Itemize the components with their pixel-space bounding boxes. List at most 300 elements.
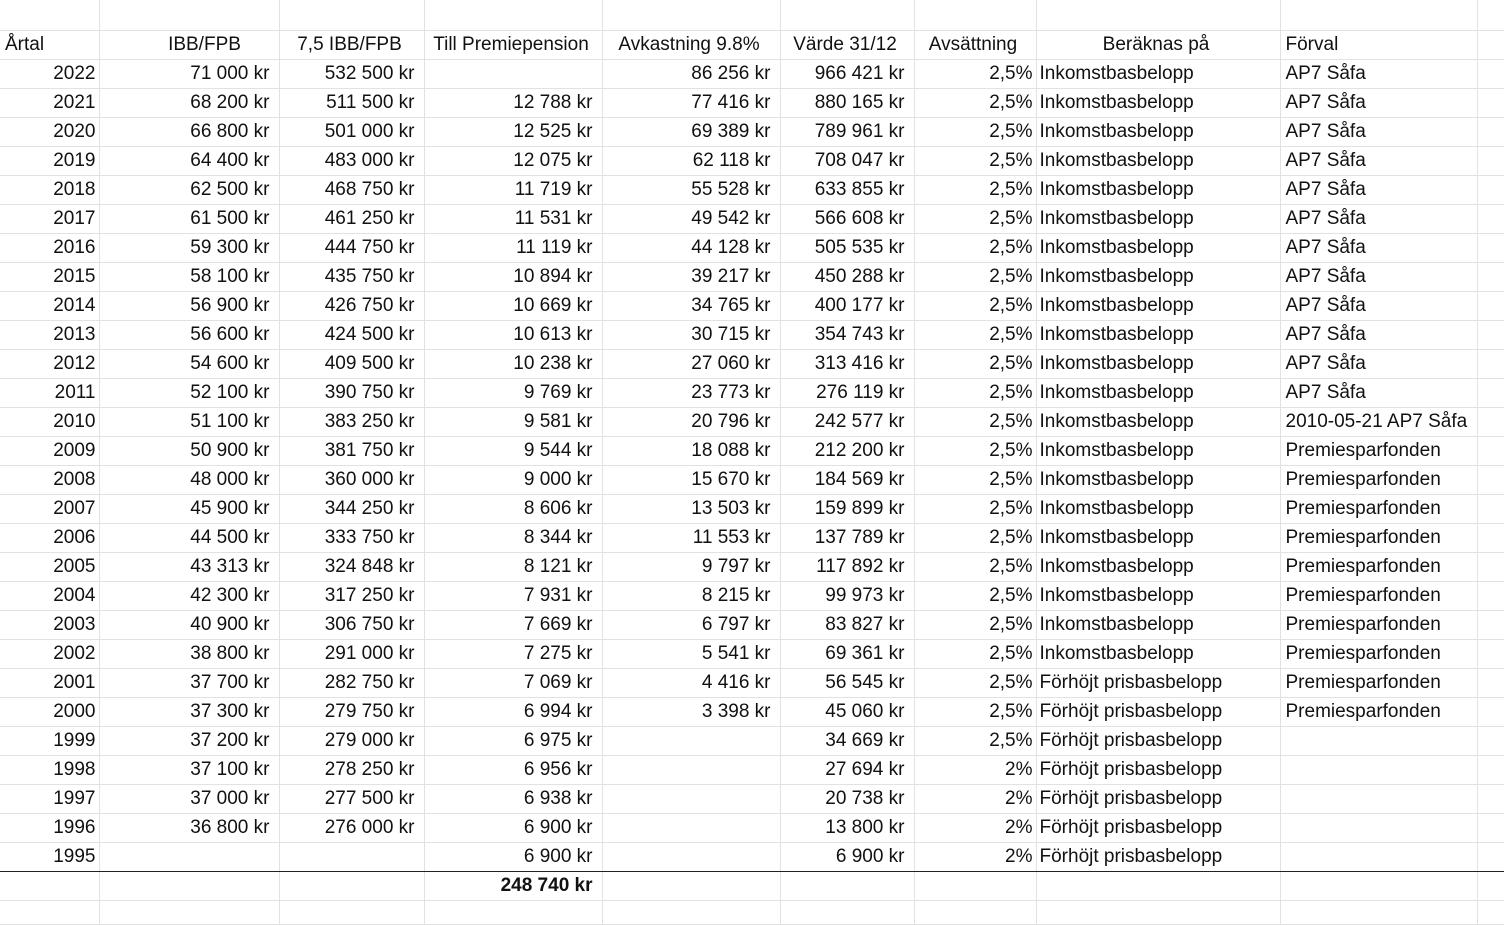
header-avkastning[interactable]: Avkastning 9.8%: [602, 30, 780, 59]
header-beraknas-pa[interactable]: Beräknas på: [1036, 30, 1280, 59]
cell-till-premiepension[interactable]: 6 994 kr: [424, 697, 602, 726]
cell-artal[interactable]: 2008: [0, 465, 99, 494]
cell-ibb[interactable]: 64 400 kr: [99, 146, 279, 175]
cell-avsattning[interactable]: 2,5%: [914, 291, 1036, 320]
cell-varde[interactable]: 450 288 kr: [780, 262, 914, 291]
cell[interactable]: [1036, 900, 1280, 924]
cell-avkastning[interactable]: [602, 842, 780, 871]
cell-avkastning[interactable]: 39 217 kr: [602, 262, 780, 291]
cell-artal[interactable]: 2002: [0, 639, 99, 668]
cell-forval[interactable]: Premiesparfonden: [1280, 668, 1477, 697]
cell[interactable]: [1477, 523, 1504, 552]
cell-ibb75[interactable]: 383 250 kr: [279, 407, 424, 436]
cell-avsattning[interactable]: 2,5%: [914, 88, 1036, 117]
cell-beraknas-pa[interactable]: Inkomstbasbelopp: [1036, 262, 1280, 291]
cell[interactable]: [279, 0, 424, 30]
cell-forval[interactable]: Premiesparfonden: [1280, 697, 1477, 726]
cell-till-premiepension[interactable]: 10 894 kr: [424, 262, 602, 291]
cell-varde[interactable]: 34 669 kr: [780, 726, 914, 755]
cell-ibb[interactable]: 37 000 kr: [99, 784, 279, 813]
cell-till-premiepension[interactable]: 6 956 kr: [424, 755, 602, 784]
cell[interactable]: [1477, 726, 1504, 755]
cell-ibb[interactable]: 59 300 kr: [99, 233, 279, 262]
cell-ibb75[interactable]: 424 500 kr: [279, 320, 424, 349]
cell-beraknas-pa[interactable]: Förhöjt prisbasbelopp: [1036, 726, 1280, 755]
cell-avsattning[interactable]: 2,5%: [914, 668, 1036, 697]
cell-avsattning[interactable]: 2,5%: [914, 581, 1036, 610]
cell-avkastning[interactable]: [602, 784, 780, 813]
cell[interactable]: [99, 0, 279, 30]
cell-avkastning[interactable]: 62 118 kr: [602, 146, 780, 175]
cell-varde[interactable]: 69 361 kr: [780, 639, 914, 668]
cell-ibb[interactable]: 61 500 kr: [99, 204, 279, 233]
cell-ibb75[interactable]: 511 500 kr: [279, 88, 424, 117]
cell-artal[interactable]: 2013: [0, 320, 99, 349]
cell-forval[interactable]: Premiesparfonden: [1280, 465, 1477, 494]
cell-forval[interactable]: [1280, 755, 1477, 784]
cell-beraknas-pa[interactable]: Inkomstbasbelopp: [1036, 117, 1280, 146]
cell[interactable]: [1477, 552, 1504, 581]
cell-beraknas-pa[interactable]: Inkomstbasbelopp: [1036, 146, 1280, 175]
cell-till-premiepension[interactable]: 10 238 kr: [424, 349, 602, 378]
cell-artal[interactable]: 1999: [0, 726, 99, 755]
cell-avsattning[interactable]: 2,5%: [914, 204, 1036, 233]
cell-artal[interactable]: 2007: [0, 494, 99, 523]
cell-avkastning[interactable]: 8 215 kr: [602, 581, 780, 610]
cell-beraknas-pa[interactable]: Inkomstbasbelopp: [1036, 291, 1280, 320]
cell-avsattning[interactable]: 2,5%: [914, 726, 1036, 755]
cell-avkastning[interactable]: 13 503 kr: [602, 494, 780, 523]
cell-avsattning[interactable]: 2%: [914, 813, 1036, 842]
cell-ibb75[interactable]: [279, 842, 424, 871]
cell-avsattning[interactable]: 2,5%: [914, 610, 1036, 639]
cell-till-premiepension[interactable]: [424, 59, 602, 88]
cell[interactable]: [1477, 494, 1504, 523]
cell-varde[interactable]: 20 738 kr: [780, 784, 914, 813]
cell-ibb[interactable]: 37 200 kr: [99, 726, 279, 755]
cell-beraknas-pa[interactable]: Inkomstbasbelopp: [1036, 494, 1280, 523]
cell[interactable]: [1477, 262, 1504, 291]
cell-avsattning[interactable]: 2,5%: [914, 59, 1036, 88]
cell[interactable]: [1477, 117, 1504, 146]
cell-avsattning[interactable]: 2,5%: [914, 378, 1036, 407]
cell-beraknas-pa[interactable]: Inkomstbasbelopp: [1036, 407, 1280, 436]
cell-beraknas-pa[interactable]: Förhöjt prisbasbelopp: [1036, 697, 1280, 726]
cell-ibb75[interactable]: 278 250 kr: [279, 755, 424, 784]
cell-forval[interactable]: AP7 Såfa: [1280, 233, 1477, 262]
cell-forval[interactable]: Premiesparfonden: [1280, 581, 1477, 610]
cell-till-premiepension[interactable]: 9 544 kr: [424, 436, 602, 465]
cell-forval[interactable]: [1280, 784, 1477, 813]
cell-varde[interactable]: 159 899 kr: [780, 494, 914, 523]
cell-varde[interactable]: 633 855 kr: [780, 175, 914, 204]
cell[interactable]: [914, 900, 1036, 924]
cell-varde[interactable]: 566 608 kr: [780, 204, 914, 233]
cell-artal[interactable]: 1998: [0, 755, 99, 784]
cell[interactable]: [1280, 871, 1477, 900]
cell-ibb75[interactable]: 276 000 kr: [279, 813, 424, 842]
cell-till-premiepension[interactable]: 9 000 kr: [424, 465, 602, 494]
cell[interactable]: [1477, 349, 1504, 378]
cell-avsattning[interactable]: 2,5%: [914, 117, 1036, 146]
cell-ibb[interactable]: 37 700 kr: [99, 668, 279, 697]
cell[interactable]: [1477, 465, 1504, 494]
cell-till-premiepension[interactable]: 7 931 kr: [424, 581, 602, 610]
cell-avkastning[interactable]: 27 060 kr: [602, 349, 780, 378]
cell-ibb[interactable]: 56 900 kr: [99, 291, 279, 320]
cell-beraknas-pa[interactable]: Inkomstbasbelopp: [1036, 610, 1280, 639]
cell-avkastning[interactable]: 3 398 kr: [602, 697, 780, 726]
cell-beraknas-pa[interactable]: Inkomstbasbelopp: [1036, 88, 1280, 117]
cell-beraknas-pa[interactable]: Inkomstbasbelopp: [1036, 204, 1280, 233]
cell-total-till-premiepension[interactable]: 248 740 kr: [424, 871, 602, 900]
cell-ibb75[interactable]: 501 000 kr: [279, 117, 424, 146]
cell-avsattning[interactable]: 2,5%: [914, 349, 1036, 378]
cell-artal[interactable]: 2022: [0, 59, 99, 88]
cell-ibb75[interactable]: 381 750 kr: [279, 436, 424, 465]
cell-beraknas-pa[interactable]: Inkomstbasbelopp: [1036, 175, 1280, 204]
cell-ibb75[interactable]: 306 750 kr: [279, 610, 424, 639]
header-till-premiepension[interactable]: Till Premiepension: [424, 30, 602, 59]
cell[interactable]: [780, 900, 914, 924]
cell-artal[interactable]: 1997: [0, 784, 99, 813]
cell-avkastning[interactable]: 20 796 kr: [602, 407, 780, 436]
cell[interactable]: [914, 0, 1036, 30]
cell-varde[interactable]: 276 119 kr: [780, 378, 914, 407]
cell-ibb[interactable]: 37 100 kr: [99, 755, 279, 784]
cell[interactable]: [1477, 291, 1504, 320]
cell-beraknas-pa[interactable]: Inkomstbasbelopp: [1036, 639, 1280, 668]
cell-forval[interactable]: AP7 Såfa: [1280, 59, 1477, 88]
cell-forval[interactable]: AP7 Såfa: [1280, 146, 1477, 175]
cell-varde[interactable]: 184 569 kr: [780, 465, 914, 494]
cell-varde[interactable]: 137 789 kr: [780, 523, 914, 552]
cell[interactable]: [1280, 0, 1477, 30]
cell[interactable]: [0, 900, 99, 924]
cell-avkastning[interactable]: 86 256 kr: [602, 59, 780, 88]
cell-artal[interactable]: 2000: [0, 697, 99, 726]
cell-artal[interactable]: 1996: [0, 813, 99, 842]
cell-ibb75[interactable]: 324 848 kr: [279, 552, 424, 581]
cell-beraknas-pa[interactable]: Inkomstbasbelopp: [1036, 552, 1280, 581]
cell-avkastning[interactable]: 23 773 kr: [602, 378, 780, 407]
cell-beraknas-pa[interactable]: Inkomstbasbelopp: [1036, 523, 1280, 552]
cell-ibb[interactable]: 44 500 kr: [99, 523, 279, 552]
cell-ibb75[interactable]: 317 250 kr: [279, 581, 424, 610]
cell-ibb75[interactable]: 344 250 kr: [279, 494, 424, 523]
cell-artal[interactable]: 2006: [0, 523, 99, 552]
cell-forval[interactable]: [1280, 813, 1477, 842]
cell-ibb75[interactable]: 333 750 kr: [279, 523, 424, 552]
cell-forval[interactable]: AP7 Såfa: [1280, 291, 1477, 320]
cell-ibb[interactable]: 42 300 kr: [99, 581, 279, 610]
cell-ibb75[interactable]: 409 500 kr: [279, 349, 424, 378]
cell-avkastning[interactable]: 9 797 kr: [602, 552, 780, 581]
cell-ibb75[interactable]: 426 750 kr: [279, 291, 424, 320]
cell-ibb[interactable]: 54 600 kr: [99, 349, 279, 378]
cell-till-premiepension[interactable]: 7 069 kr: [424, 668, 602, 697]
cell-forval[interactable]: AP7 Såfa: [1280, 349, 1477, 378]
cell-ibb[interactable]: 62 500 kr: [99, 175, 279, 204]
cell-avsattning[interactable]: 2,5%: [914, 175, 1036, 204]
cell-avsattning[interactable]: 2,5%: [914, 146, 1036, 175]
cell-artal[interactable]: 2019: [0, 146, 99, 175]
cell[interactable]: [602, 900, 780, 924]
cell-ibb[interactable]: 68 200 kr: [99, 88, 279, 117]
cell-till-premiepension[interactable]: 7 669 kr: [424, 610, 602, 639]
cell[interactable]: [1477, 639, 1504, 668]
cell-ibb[interactable]: [99, 842, 279, 871]
cell-varde[interactable]: 45 060 kr: [780, 697, 914, 726]
cell-ibb[interactable]: 51 100 kr: [99, 407, 279, 436]
cell[interactable]: [780, 0, 914, 30]
cell-varde[interactable]: 13 800 kr: [780, 813, 914, 842]
cell-varde[interactable]: 27 694 kr: [780, 755, 914, 784]
cell-varde[interactable]: 56 545 kr: [780, 668, 914, 697]
cell[interactable]: [914, 871, 1036, 900]
cell-beraknas-pa[interactable]: Förhöjt prisbasbelopp: [1036, 784, 1280, 813]
cell-ibb[interactable]: 71 000 kr: [99, 59, 279, 88]
cell[interactable]: [1477, 407, 1504, 436]
cell[interactable]: [1036, 871, 1280, 900]
cell[interactable]: [1477, 784, 1504, 813]
cell[interactable]: [1477, 668, 1504, 697]
cell[interactable]: [99, 871, 279, 900]
cell-forval[interactable]: AP7 Såfa: [1280, 117, 1477, 146]
cell-avsattning[interactable]: 2%: [914, 784, 1036, 813]
cell[interactable]: [279, 871, 424, 900]
cell-avkastning[interactable]: 30 715 kr: [602, 320, 780, 349]
cell-avsattning[interactable]: 2,5%: [914, 552, 1036, 581]
cell[interactable]: [602, 871, 780, 900]
cell[interactable]: [1477, 842, 1504, 871]
cell-artal[interactable]: 2016: [0, 233, 99, 262]
cell[interactable]: [1477, 175, 1504, 204]
cell-forval[interactable]: AP7 Såfa: [1280, 262, 1477, 291]
cell[interactable]: [1477, 581, 1504, 610]
cell-avsattning[interactable]: 2%: [914, 755, 1036, 784]
cell-forval[interactable]: Premiesparfonden: [1280, 436, 1477, 465]
cell-forval[interactable]: AP7 Såfa: [1280, 320, 1477, 349]
cell-varde[interactable]: 505 535 kr: [780, 233, 914, 262]
cell-artal[interactable]: 2014: [0, 291, 99, 320]
cell-avkastning[interactable]: 69 389 kr: [602, 117, 780, 146]
cell-avkastning[interactable]: [602, 755, 780, 784]
cell-avkastning[interactable]: 44 128 kr: [602, 233, 780, 262]
cell-till-premiepension[interactable]: 11 531 kr: [424, 204, 602, 233]
cell-avsattning[interactable]: 2,5%: [914, 407, 1036, 436]
cell-ibb75[interactable]: 461 250 kr: [279, 204, 424, 233]
cell-artal[interactable]: 2017: [0, 204, 99, 233]
cell-artal[interactable]: 2005: [0, 552, 99, 581]
cell-ibb75[interactable]: 279 750 kr: [279, 697, 424, 726]
cell-varde[interactable]: 354 743 kr: [780, 320, 914, 349]
cell[interactable]: [1477, 320, 1504, 349]
cell-till-premiepension[interactable]: 6 900 kr: [424, 813, 602, 842]
cell-varde[interactable]: 880 165 kr: [780, 88, 914, 117]
cell-avsattning[interactable]: 2,5%: [914, 465, 1036, 494]
cell-avsattning[interactable]: 2,5%: [914, 523, 1036, 552]
cell-till-premiepension[interactable]: 11 119 kr: [424, 233, 602, 262]
cell-artal[interactable]: 2011: [0, 378, 99, 407]
cell-avkastning[interactable]: 55 528 kr: [602, 175, 780, 204]
cell-ibb[interactable]: 66 800 kr: [99, 117, 279, 146]
cell[interactable]: [780, 871, 914, 900]
cell-varde[interactable]: 242 577 kr: [780, 407, 914, 436]
cell-varde[interactable]: 83 827 kr: [780, 610, 914, 639]
cell-artal[interactable]: 2004: [0, 581, 99, 610]
cell-till-premiepension[interactable]: 8 344 kr: [424, 523, 602, 552]
header-forval[interactable]: Förval: [1280, 30, 1477, 59]
cell-varde[interactable]: 966 421 kr: [780, 59, 914, 88]
cell-beraknas-pa[interactable]: Förhöjt prisbasbelopp: [1036, 842, 1280, 871]
cell-forval[interactable]: AP7 Såfa: [1280, 175, 1477, 204]
cell-till-premiepension[interactable]: 10 613 kr: [424, 320, 602, 349]
cell-ibb75[interactable]: 277 500 kr: [279, 784, 424, 813]
cell-varde[interactable]: 212 200 kr: [780, 436, 914, 465]
cell-beraknas-pa[interactable]: Inkomstbasbelopp: [1036, 436, 1280, 465]
cell-artal[interactable]: 2012: [0, 349, 99, 378]
cell-ibb[interactable]: 56 600 kr: [99, 320, 279, 349]
cell-ibb[interactable]: 40 900 kr: [99, 610, 279, 639]
cell-avsattning[interactable]: 2,5%: [914, 494, 1036, 523]
cell-artal[interactable]: 2021: [0, 88, 99, 117]
header-avsattning[interactable]: Avsättning: [914, 30, 1036, 59]
cell[interactable]: [279, 900, 424, 924]
cell-ibb75[interactable]: 282 750 kr: [279, 668, 424, 697]
cell[interactable]: [1477, 697, 1504, 726]
cell-ibb75[interactable]: 279 000 kr: [279, 726, 424, 755]
cell[interactable]: [1280, 900, 1477, 924]
cell-ibb[interactable]: 36 800 kr: [99, 813, 279, 842]
cell-varde[interactable]: 789 961 kr: [780, 117, 914, 146]
cell[interactable]: [424, 900, 602, 924]
cell-artal[interactable]: 2003: [0, 610, 99, 639]
cell-ibb[interactable]: 52 100 kr: [99, 378, 279, 407]
cell-avkastning[interactable]: 18 088 kr: [602, 436, 780, 465]
cell-artal[interactable]: 2010: [0, 407, 99, 436]
cell[interactable]: [424, 0, 602, 30]
cell[interactable]: [99, 900, 279, 924]
cell-varde[interactable]: 708 047 kr: [780, 146, 914, 175]
cell[interactable]: [1477, 610, 1504, 639]
cell-avsattning[interactable]: 2,5%: [914, 233, 1036, 262]
cell-avkastning[interactable]: 77 416 kr: [602, 88, 780, 117]
cell[interactable]: [1477, 871, 1504, 900]
cell[interactable]: [1036, 0, 1280, 30]
cell-avkastning[interactable]: [602, 813, 780, 842]
cell-avsattning[interactable]: 2%: [914, 842, 1036, 871]
cell-forval[interactable]: AP7 Såfa: [1280, 204, 1477, 233]
cell-varde[interactable]: 400 177 kr: [780, 291, 914, 320]
cell-avkastning[interactable]: 15 670 kr: [602, 465, 780, 494]
cell-varde[interactable]: 117 892 kr: [780, 552, 914, 581]
cell-avkastning[interactable]: 6 797 kr: [602, 610, 780, 639]
cell-till-premiepension[interactable]: 8 606 kr: [424, 494, 602, 523]
cell-avkastning[interactable]: 4 416 kr: [602, 668, 780, 697]
cell-artal[interactable]: 1995: [0, 842, 99, 871]
cell-ibb75[interactable]: 468 750 kr: [279, 175, 424, 204]
cell-beraknas-pa[interactable]: Förhöjt prisbasbelopp: [1036, 755, 1280, 784]
cell-ibb75[interactable]: 435 750 kr: [279, 262, 424, 291]
cell-ibb75[interactable]: 532 500 kr: [279, 59, 424, 88]
cell-beraknas-pa[interactable]: Inkomstbasbelopp: [1036, 581, 1280, 610]
cell-artal[interactable]: 2020: [0, 117, 99, 146]
cell-ibb[interactable]: 38 800 kr: [99, 639, 279, 668]
cell-beraknas-pa[interactable]: Inkomstbasbelopp: [1036, 233, 1280, 262]
cell-artal[interactable]: 2001: [0, 668, 99, 697]
cell-varde[interactable]: 6 900 kr: [780, 842, 914, 871]
header-artal[interactable]: Årtal: [0, 30, 99, 59]
cell-avsattning[interactable]: 2,5%: [914, 436, 1036, 465]
cell[interactable]: [1477, 59, 1504, 88]
cell[interactable]: [1477, 204, 1504, 233]
cell-till-premiepension[interactable]: 9 769 kr: [424, 378, 602, 407]
cell-beraknas-pa[interactable]: Inkomstbasbelopp: [1036, 378, 1280, 407]
cell-ibb[interactable]: 43 313 kr: [99, 552, 279, 581]
cell[interactable]: [1477, 88, 1504, 117]
cell-beraknas-pa[interactable]: Inkomstbasbelopp: [1036, 349, 1280, 378]
cell-till-premiepension[interactable]: 9 581 kr: [424, 407, 602, 436]
cell-avsattning[interactable]: 2,5%: [914, 697, 1036, 726]
cell-ibb[interactable]: 58 100 kr: [99, 262, 279, 291]
cell-ibb75[interactable]: 444 750 kr: [279, 233, 424, 262]
cell-ibb[interactable]: 50 900 kr: [99, 436, 279, 465]
cell[interactable]: [1477, 233, 1504, 262]
cell[interactable]: [0, 871, 99, 900]
cell-avkastning[interactable]: 5 541 kr: [602, 639, 780, 668]
cell-till-premiepension[interactable]: 11 719 kr: [424, 175, 602, 204]
cell-till-premiepension[interactable]: 6 900 kr: [424, 842, 602, 871]
cell-forval[interactable]: AP7 Såfa: [1280, 88, 1477, 117]
cell[interactable]: [0, 0, 99, 30]
cell-ibb[interactable]: 45 900 kr: [99, 494, 279, 523]
cell[interactable]: [1477, 755, 1504, 784]
cell-ibb75[interactable]: 483 000 kr: [279, 146, 424, 175]
cell-beraknas-pa[interactable]: Inkomstbasbelopp: [1036, 59, 1280, 88]
cell-avsattning[interactable]: 2,5%: [914, 262, 1036, 291]
cell-till-premiepension[interactable]: 12 525 kr: [424, 117, 602, 146]
cell-avkastning[interactable]: 49 542 kr: [602, 204, 780, 233]
cell[interactable]: [1477, 436, 1504, 465]
cell-forval[interactable]: 2010-05-21 AP7 Såfa: [1280, 407, 1477, 436]
cell[interactable]: [602, 0, 780, 30]
cell[interactable]: [1477, 813, 1504, 842]
cell-forval[interactable]: Premiesparfonden: [1280, 494, 1477, 523]
cell[interactable]: [1477, 0, 1504, 30]
cell-till-premiepension[interactable]: 10 669 kr: [424, 291, 602, 320]
header-ibb[interactable]: IBB/FPB: [99, 30, 279, 59]
cell-varde[interactable]: 99 973 kr: [780, 581, 914, 610]
header-varde[interactable]: Värde 31/12: [780, 30, 914, 59]
cell-till-premiepension[interactable]: 6 975 kr: [424, 726, 602, 755]
cell-ibb75[interactable]: 360 000 kr: [279, 465, 424, 494]
cell-varde[interactable]: 313 416 kr: [780, 349, 914, 378]
cell-artal[interactable]: 2015: [0, 262, 99, 291]
cell-forval[interactable]: Premiesparfonden: [1280, 610, 1477, 639]
cell-avsattning[interactable]: 2,5%: [914, 639, 1036, 668]
cell-ibb75[interactable]: 390 750 kr: [279, 378, 424, 407]
cell-ibb[interactable]: 37 300 kr: [99, 697, 279, 726]
cell-forval[interactable]: Premiesparfonden: [1280, 552, 1477, 581]
cell-beraknas-pa[interactable]: Förhöjt prisbasbelopp: [1036, 668, 1280, 697]
cell-forval[interactable]: Premiesparfonden: [1280, 523, 1477, 552]
cell[interactable]: [1477, 146, 1504, 175]
cell-till-premiepension[interactable]: 12 075 kr: [424, 146, 602, 175]
cell-beraknas-pa[interactable]: Inkomstbasbelopp: [1036, 320, 1280, 349]
cell-avsattning[interactable]: 2,5%: [914, 320, 1036, 349]
cell-artal[interactable]: 2009: [0, 436, 99, 465]
